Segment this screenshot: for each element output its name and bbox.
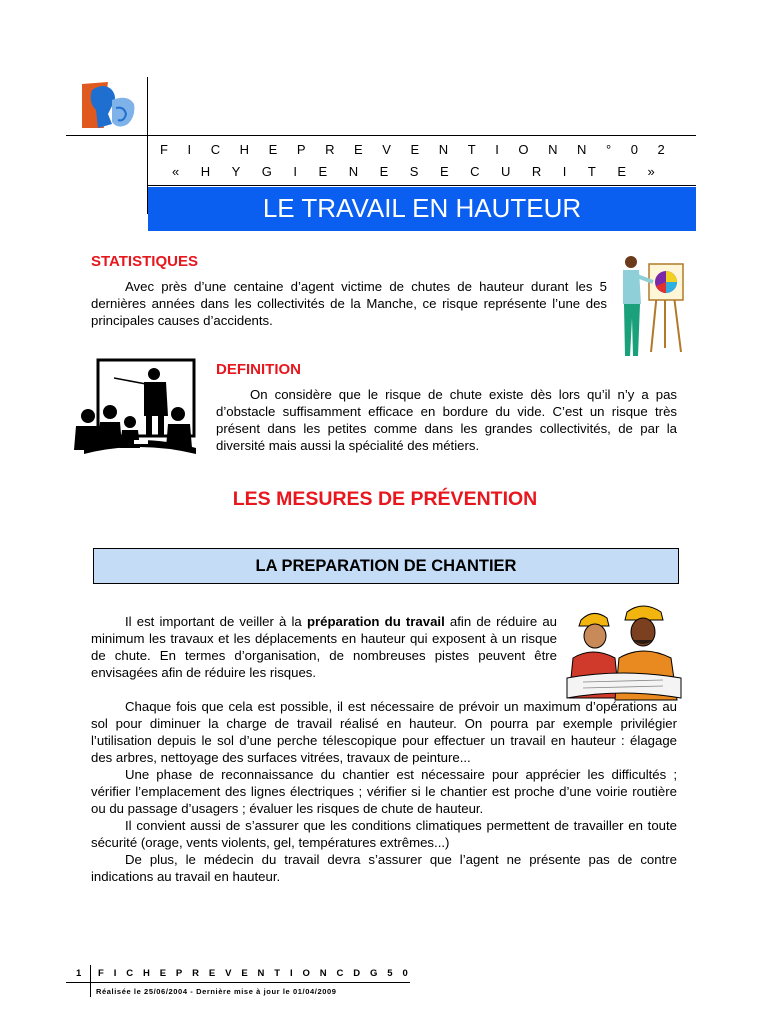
hygiene-securite-char: I: [562, 164, 567, 179]
footer-fiche-char: F: [98, 968, 104, 979]
footer-fiche-char: N: [257, 968, 265, 979]
statistiques-heading: STATISTIQUES: [91, 253, 198, 270]
footer-fiche-char: D: [353, 968, 361, 979]
hygiene-securite-char: H: [200, 164, 211, 179]
hygiene-securite-char: R: [531, 164, 542, 179]
footer-fiche-char: O: [302, 968, 310, 979]
hygiene-securite-char: E: [318, 164, 328, 179]
footer-fiche-char: T: [274, 968, 281, 979]
paragraphs-block: [91, 698, 677, 885]
hygiene-securite-char: N: [348, 164, 359, 179]
fiche-prevention-char: °: [605, 142, 612, 157]
footer-fiche-char: H: [142, 968, 150, 979]
footer-fiche-char: I: [113, 968, 117, 979]
footer-update-note: Réalisée le 25/06/2004 - Dernière mise à jour le 01/04/2009: [96, 987, 337, 996]
page-title: LE TRAVAIL EN HAUTEUR: [148, 187, 696, 231]
footer-fiche-char: G: [370, 968, 378, 979]
paragraph-reconnaissance: Une phase de reconnaissance du chantier est nécessaire pour apprécier les difficultés ; vérifier l’emplacement des lignes électriques ; vérifier si le chantier est proche d’une voirie routière ou du passage d’usagers ; évaluer les risques de chute de hauteur.: [91, 767, 677, 816]
fiche-prevention-char: 2: [657, 142, 665, 157]
definition-text: On considère que le risque de chute existe dès lors qu’il n’y a pas d’obstacle suffisamment efficace en bordure du vide. C’est un risque très présent dans les petites comme dans les grandes collectivités, de par la diversité mais aussi la spécialité des métiers.: [216, 387, 677, 453]
paragraph-medecin: De plus, le médecin du travail devra s’assurer que l’agent ne présente pas de contre indications au travail en hauteur.: [91, 852, 677, 884]
footer-fiche-char: E: [208, 968, 216, 979]
fiche-prevention-char: I: [495, 142, 499, 157]
footer-fiche-char: E: [241, 968, 248, 979]
statistiques-text: Avec près d’une centaine d’agent victime de chutes de hauteur durant les 5 dernières années dans les collectivités de la Manche, ce risque représente l’une des principales causes d’accidents.: [91, 279, 607, 328]
definition-heading: DEFINITION: [216, 361, 301, 378]
fiche-prevention-char: T: [467, 142, 476, 157]
fiche-prevention-char: N: [438, 142, 449, 157]
fiche-prevention-char: P: [296, 142, 306, 157]
paragraph-preparation: [91, 613, 557, 681]
paragraph-preparation-before: Il est important de veiller à la: [125, 614, 307, 629]
fiche-prevention-char: R: [325, 142, 335, 157]
paragraph-preparation-after: afin de réduire au minimum les travaux et les déplacements en hauteur qui exposent à un risque de chute. En termes d’organisation, de nombreuses pistes peuvent être envisagées afin de réduire les risques.: [91, 614, 558, 680]
footer-fiche-prevention: [98, 968, 408, 979]
mesures-heading: LES MESURES DE PRÉVENTION: [232, 488, 538, 510]
preparation-chantier-box: LA PREPARATION DE CHANTIER: [93, 548, 679, 584]
hygiene-securite-char: Y: [231, 164, 241, 179]
footer-fiche-char: C: [126, 968, 134, 979]
fiche-prevention-char: H: [239, 142, 250, 157]
footer-fiche-char: V: [225, 968, 232, 979]
hygiene-securite-char: C: [470, 164, 480, 179]
hygiene-securite-char: I: [293, 164, 298, 179]
footer-fiche-char: 0: [402, 968, 408, 979]
paragraph-conditions-climatiques: Il convient aussi de s’assurer que les conditions climatiques permettent de travailler en toute sécurité (orage, vents violents, gel, températures extrêmes...): [91, 818, 677, 850]
hygiene-securite-char: «: [172, 164, 180, 179]
fiche-prevention-char: E: [354, 142, 363, 157]
hygiene-securite-char: T: [587, 164, 596, 179]
fiche-prevention-char: E: [410, 142, 420, 157]
fiche-prevention-char: N: [577, 142, 587, 157]
footer-fiche-char: I: [289, 968, 293, 979]
hygiene-securite-char: G: [261, 164, 272, 179]
fiche-prevention-char: O: [518, 142, 529, 157]
fiche-prevention-char: C: [210, 142, 221, 157]
footer-fiche-char: 5: [387, 968, 393, 979]
paragraph-preparation-bold: préparation du travail: [306, 614, 445, 629]
hygiene-securite-char: E: [379, 164, 389, 179]
footer-fiche-char: E: [159, 968, 167, 979]
footer-page-number: 1: [76, 968, 82, 979]
hygiene-securite-char: S: [409, 164, 419, 179]
meeting-illustration: [74, 356, 204, 462]
hygiene-securite-char: U: [501, 164, 511, 179]
footer-fiche-char: N: [319, 968, 327, 979]
hygiene-securite-char: »: [647, 164, 655, 179]
fiche-prevention-line: [160, 142, 665, 157]
hygiene-securite-char: E: [439, 164, 449, 179]
hygiene-securite-char: E: [617, 164, 627, 179]
hygiene-securite-line: [172, 164, 655, 179]
fiche-prevention-char: V: [382, 142, 391, 157]
presenter-easel-illustration: [615, 252, 687, 362]
fiche-prevention-char: E: [268, 142, 278, 157]
fiche-prevention-char: N: [548, 142, 558, 157]
footer-fiche-char: R: [192, 968, 200, 979]
fiche-prevention-char: F: [160, 142, 168, 157]
paragraph-operations-sol: Chaque fois que cela est possible, il est nécessaire de prévoir un maximum d’opérations au sol pour diminuer la charge de travail réalisé en hauteur. On pourra par exemple privilégier l’utilisation depuis le sol d’une perche télescopique pour effectuer un travail en hauteur : élagage des arbres, nettoyage des surfaces vitrées, travaux de peinture...: [91, 699, 677, 765]
workers-illustration: [563, 602, 685, 710]
footer-fiche-char: P: [175, 968, 183, 979]
fiche-prevention-char: I: [187, 142, 192, 157]
logo: [78, 80, 138, 132]
fiche-prevention-char: 0: [630, 142, 638, 157]
footer-fiche-char: C: [336, 968, 344, 979]
